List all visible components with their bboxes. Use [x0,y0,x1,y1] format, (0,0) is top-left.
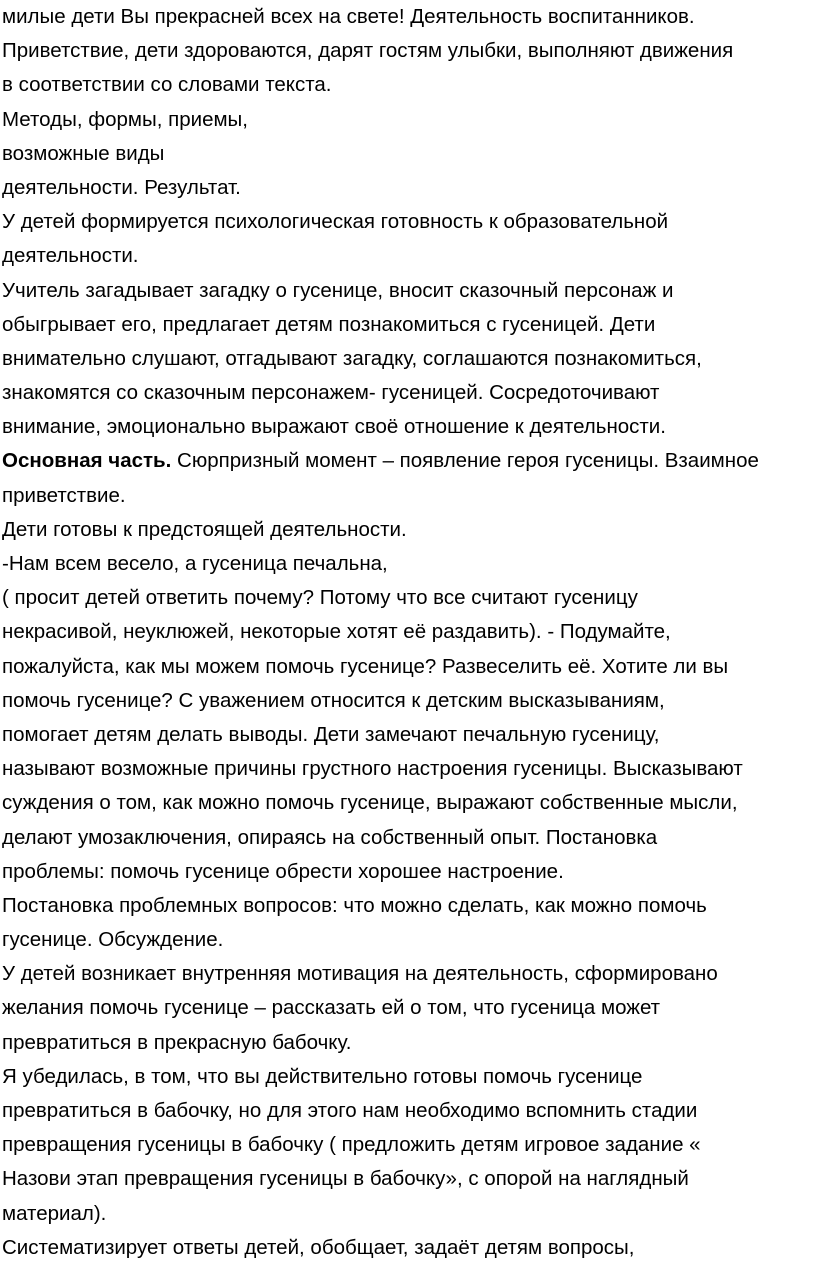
text-line: Систематизирует ответы детей, обобщает, задаёт детям вопросы, [2,1235,635,1259]
main-part-line [2,444,814,478]
text-line: милые дети Вы прекрасней всех на свете! Деятельность воспитанников. [2,5,695,28]
text-line: некрасивой, неуклюжей, некоторые хотят её раздавить). - Подумайте, [2,620,671,644]
main-part-text: Сюрпризный момент – появление героя гусеницы. Взаимное [171,449,759,473]
text-line: деятельности. [2,244,139,268]
text-line: желания помочь гусенице – рассказать ей о том, что гусеница может [2,996,661,1020]
text-line: гусенице. Обсуждение. [2,928,224,952]
text-line: проблемы: помочь гусенице обрести хорошее настроение. [2,859,564,883]
text-line: помогает детям делать выводы. Дети замечают печальную гусеницу, [2,722,660,746]
text-line: обыгрывает его, предлагает детям познакомиться с гусеницей. Дети [2,312,656,336]
text-line: возможные виды [2,141,165,165]
text-line: превратиться в прекрасную бабочку. [2,1030,352,1054]
text-line: Я убедилась, в том, что вы действительно готовы помочь гусенице [2,1064,643,1088]
text-line: называют возможные причины грустного настроения гусеницы. Высказывают [2,757,743,781]
text-line: внимательно слушают, отгадывают загадку, соглашаются познакомиться, [2,346,702,370]
text-line: деятельности. Результат. [2,175,241,199]
text-line: превращения гусеницы в бабочку ( предложить детям игровое задание « [2,1133,701,1157]
text-line: ( просит детей ответить почему? Потому что все считают гусеницу [2,586,638,610]
text-line: пожалуйста, как мы можем помочь гусенице? Развеселить её. Хотите ли вы [2,654,729,678]
text-line: Учитель загадывает загадку о гусенице, вносит сказочный персонаж и [2,278,674,302]
main-part-heading: Основная часть. [2,449,172,473]
text-line: в соответствии со словами текста. [2,73,332,97]
text-line: -Нам всем весело, а гусеница печальна, [2,552,388,575]
text-line: приветствие. [2,483,126,507]
text-line: превратиться в бабочку, но для этого нам необходимо вспомнить стадии [2,1099,698,1122]
text-line: Дети готовы к предстоящей деятельности. [2,517,407,541]
text-line: Приветствие, дети здороваются, дарят гостям улыбки, выполняют движения [2,39,734,63]
text-line: Постановка проблемных вопросов: что можно сделать, как можно помочь [2,893,707,917]
text-line: знакомятся со сказочным персонажем- гусеницей. Сосредоточивают [2,381,660,405]
document-page [2,0,814,1265]
text-line: Назови этап превращения гусеницы в бабочку», с опорой на наглядный [2,1167,689,1191]
text-line: материал). [2,1201,107,1225]
text-line: У детей формируется психологическая готовность к образовательной [2,210,669,234]
text-line: помочь гусенице? С уважением относится к детским высказываниям, [2,688,665,712]
text-line: внимание, эмоционально выражают своё отношение к деятельности. [2,415,666,439]
text-line: Методы, формы, приемы, [2,107,248,131]
text-line: делают умозаключения, опираясь на собственный опыт. Постановка [2,825,658,849]
text-line: суждения о том, как можно помочь гусенице, выражают собственные мысли, [2,791,738,815]
text-line: У детей возникает внутренняя мотивация на деятельность, сформировано [2,962,718,986]
